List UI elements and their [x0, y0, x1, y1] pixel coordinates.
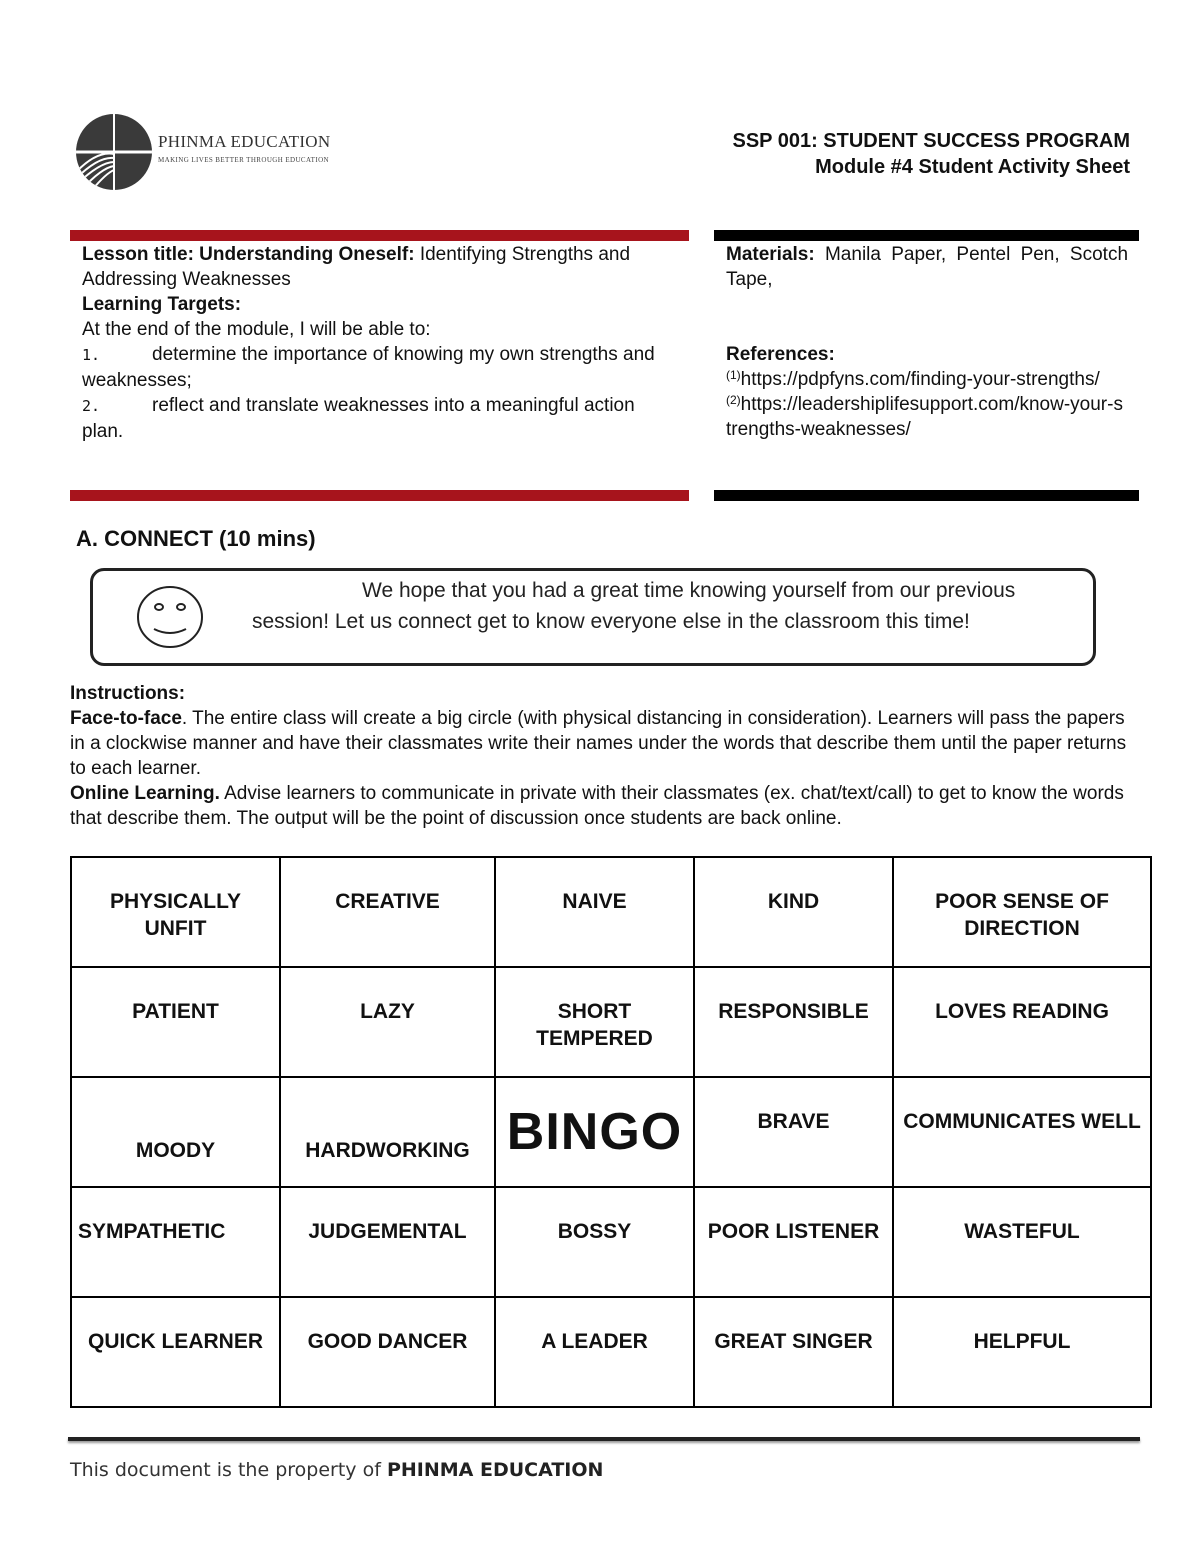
bingo-cell[interactable]: GOOD DANCER: [280, 1297, 495, 1407]
connect-message: We hope that you had a great time knowing yourself from our previous session! Let us connect get to know everyone else in the classroom this time!: [252, 579, 1016, 633]
smiley-icon: [136, 585, 204, 649]
bingo-cell[interactable]: QUICK LEARNER: [71, 1297, 280, 1407]
bingo-cell[interactable]: LOVES READING: [893, 967, 1151, 1077]
red-divider-top: [70, 230, 689, 241]
bingo-card: [70, 856, 1152, 1408]
bingo-free-cell: [495, 1077, 694, 1187]
reference-item: $^{(2)}$https://leadershiplifesupport.com/know-your-strengths-weaknesses/: [726, 393, 1123, 440]
references-block: [726, 342, 1128, 442]
module-title: Module #4 Student Activity Sheet: [815, 156, 1130, 178]
bingo-row: [71, 1297, 1151, 1407]
logo: [74, 110, 334, 194]
reference-item: $^{(1)}$https://pdpfyns.com/finding-your-strengths/: [726, 368, 1100, 390]
learning-targets-label: Learning Targets:: [82, 294, 242, 315]
materials-label: Materials:: [726, 244, 815, 265]
target-item: 1. determine the importance of knowing my own strengths and weaknesses;: [82, 344, 655, 391]
lesson-title-text: Identifying Strengths and Addressing Weaknesses: [82, 244, 631, 290]
references-label: References:: [726, 344, 835, 365]
instructions: [70, 681, 1140, 831]
bingo-cell[interactable]: PATIENT: [71, 967, 280, 1077]
logo-name: PHINMA EDUCATION: [158, 132, 331, 151]
bingo-cell[interactable]: SYMPATHETIC: [71, 1187, 280, 1297]
document-header: [733, 128, 1131, 180]
online-instruction: Online Learning. Advise learners to communicate in private with their classmates (ex. chat/text/call) to get to know the words that describe them. The output will be the point of discussion once students are back online.: [70, 783, 1124, 829]
logo-tagline: MAKING LIVES BETTER THROUGH EDUCATION: [158, 156, 329, 164]
globe-logo-icon: [74, 110, 154, 194]
bingo-row: [71, 967, 1151, 1077]
bingo-cell[interactable]: POOR SENSE OF DIRECTION: [893, 857, 1151, 967]
course-title: SSP 001: STUDENT SUCCESS PROGRAM: [732, 130, 1130, 152]
target-item: 2. reflect and translate weaknesses into a meaningful action plan.: [82, 395, 635, 442]
footer-divider: [68, 1437, 1140, 1441]
materials-block: [726, 242, 1128, 292]
lesson-block: [82, 242, 678, 444]
lesson-title: [82, 242, 678, 292]
bingo-cell[interactable]: A LEADER: [495, 1297, 694, 1407]
bingo-cell[interactable]: COMMUNICATES WELL: [893, 1077, 1151, 1187]
section-title: A. CONNECT (10 mins): [76, 526, 316, 551]
bingo-cell[interactable]: SHORT TEMPERED: [495, 967, 694, 1077]
footer-note: This document is the property of PHINMA EDUCATION: [70, 1459, 604, 1481]
f2f-instruction: Face-to-face. The entire class will create a big circle (with physical distancing in consideration). Learners will pass the papers in a clockwise manner and have their classmates write their names under the words that describe them until the paper returns to each learner.: [70, 708, 1127, 779]
reference-link[interactable]: https://pdpfyns.com/finding-your-strengths/: [740, 369, 1100, 390]
bingo-cell[interactable]: JUDGEMENTAL: [280, 1187, 495, 1297]
targets-intro: At the end of the module, I will be able to:: [82, 319, 431, 340]
bingo-row: [71, 857, 1151, 967]
lesson-title-label: Lesson title: Understanding Oneself:: [82, 244, 415, 265]
bingo-cell[interactable]: CREATIVE: [280, 857, 495, 967]
red-divider-bottom: [70, 490, 689, 501]
bingo-cell[interactable]: KIND: [694, 857, 893, 967]
bingo-cell[interactable]: PHYSICALLY UNFIT: [71, 857, 280, 967]
bingo-center-label: BINGO: [506, 1103, 683, 1161]
black-divider-bottom: [714, 490, 1139, 501]
bingo-cell[interactable]: RESPONSIBLE: [694, 967, 893, 1077]
bingo-row: [71, 1187, 1151, 1297]
bingo-cell[interactable]: NAIVE: [495, 857, 694, 967]
bingo-cell[interactable]: MOODY: [71, 1077, 280, 1187]
reference-link[interactable]: https://leadershiplifesupport.com/know-your-strengths-weaknesses/: [726, 394, 1123, 440]
instructions-label: Instructions:: [70, 683, 186, 704]
bingo-cell[interactable]: HARDWORKING: [280, 1077, 495, 1187]
bingo-cell[interactable]: BOSSY: [495, 1187, 694, 1297]
bingo-cell[interactable]: BRAVE: [694, 1077, 893, 1187]
footer-owner: PHINMA EDUCATION: [386, 1459, 604, 1481]
bingo-cell[interactable]: POOR LISTENER: [694, 1187, 893, 1297]
materials-text: Manila Paper, Pentel Pen, Scotch Tape,: [726, 244, 1129, 290]
bingo-cell[interactable]: HELPFUL: [893, 1297, 1151, 1407]
black-divider-top: [714, 230, 1139, 241]
bingo-cell[interactable]: LAZY: [280, 967, 495, 1077]
bingo-row: [71, 1077, 1151, 1187]
bingo-cell[interactable]: GREAT SINGER: [694, 1297, 893, 1407]
bingo-cell[interactable]: WASTEFUL: [893, 1187, 1151, 1297]
